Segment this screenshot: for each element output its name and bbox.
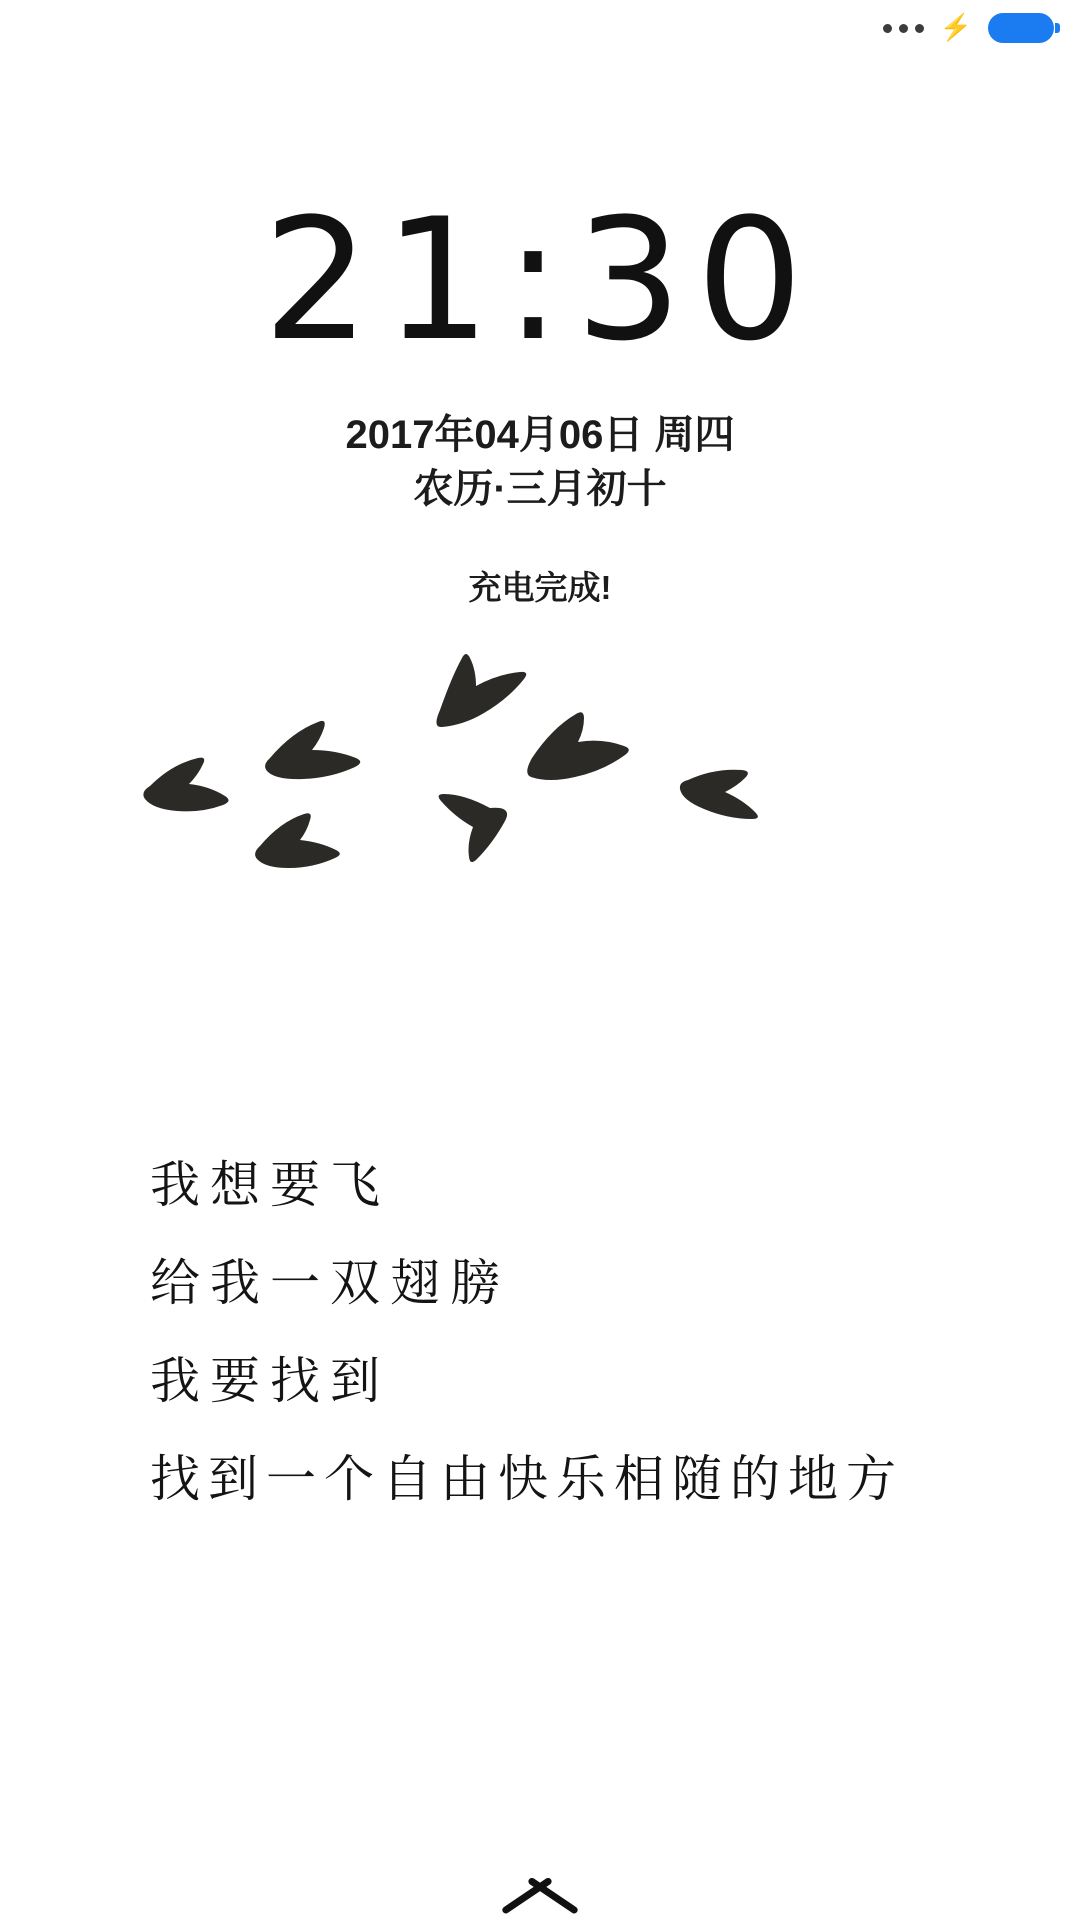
lyric-line: 给我一双翅膀: [150, 1254, 510, 1312]
dot: [883, 24, 892, 33]
status-bar: [0, 0, 1080, 56]
dot: [899, 24, 908, 33]
unlock-hint[interactable]: [0, 1850, 1080, 1898]
flying-birds-illustration: [140, 640, 940, 960]
lyric-line: 找到一个自由快乐相随的地方: [150, 1450, 904, 1508]
lyric-line: 我要找到: [150, 1352, 390, 1410]
clock-lunar-date: 农历·三月初十: [413, 467, 667, 511]
charge-status-text: 充电完成!: [468, 569, 612, 606]
dot: [915, 24, 924, 33]
battery-full-icon: [988, 13, 1054, 43]
lock-screen-clock-block: [0, 182, 1080, 609]
clock-date: 2017年04月06日 周四: [345, 413, 735, 457]
wallpaper-artwork: [0, 640, 1080, 1740]
three-dots-icon: [883, 24, 924, 33]
lyric-line: 我想要飞: [150, 1156, 390, 1214]
status-bar-right-group: [883, 13, 1054, 43]
clock-time: 21:30: [262, 182, 818, 378]
chevron-up-icon[interactable]: [495, 1850, 585, 1898]
wallpaper-lyrics: [0, 1156, 1080, 1552]
lightning-bolt-icon: ⚡: [939, 12, 972, 42]
